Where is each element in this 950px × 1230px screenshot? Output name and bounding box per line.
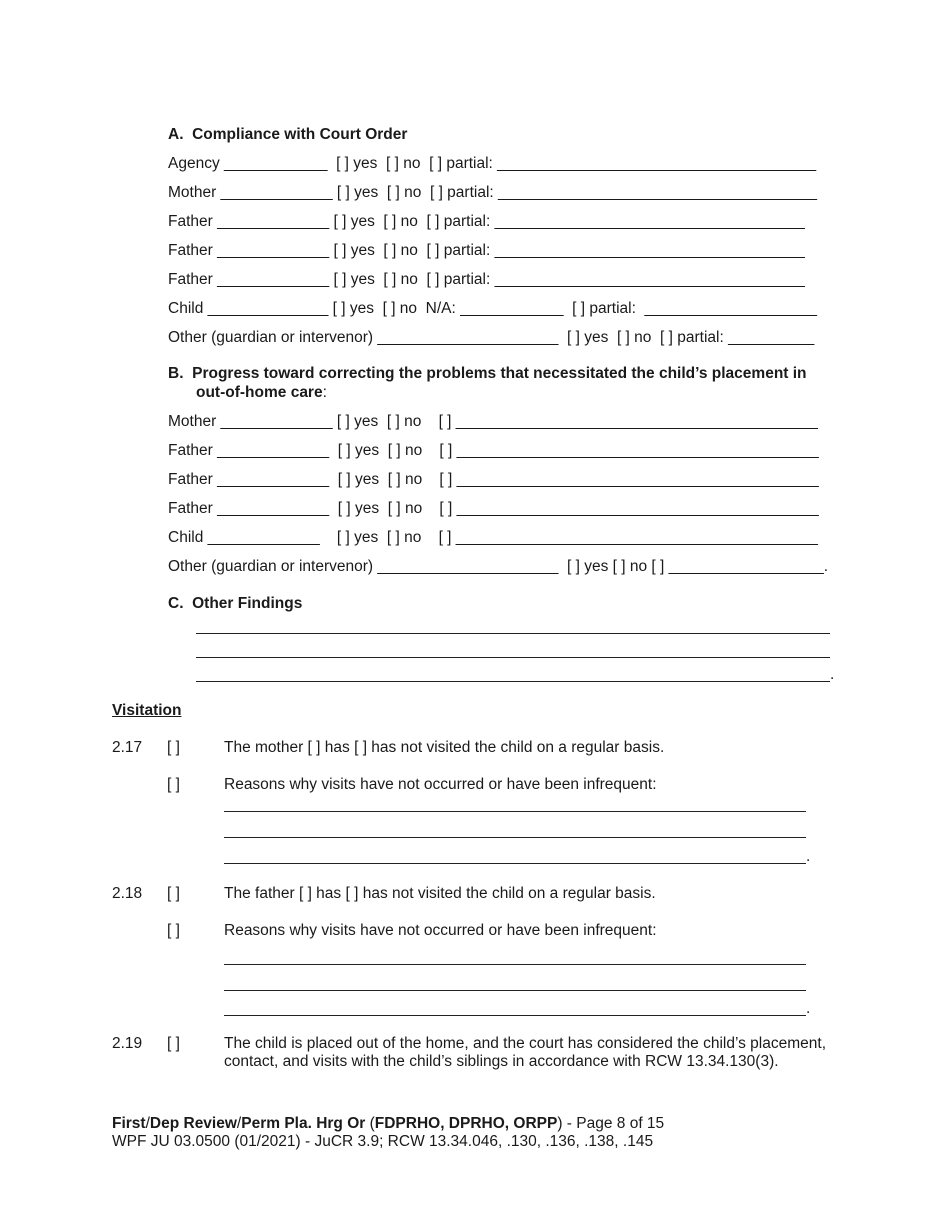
other-findings-line-2[interactable] <box>196 657 830 658</box>
item-2-19-checkbox[interactable]: [ ] <box>167 1035 180 1052</box>
compliance-row-agency: Agency ____________ [ ] yes [ ] no [ ] partial: _____________________________________ <box>168 155 817 172</box>
item-2-18-reasons-line-2[interactable] <box>224 990 806 991</box>
item-2-17-reasons-label: Reasons why visits have not occurred or have been infrequent: <box>224 776 657 793</box>
visitation-heading: Visitation <box>112 702 182 719</box>
item-2-17-reasons-line-2[interactable] <box>224 837 806 838</box>
progress-row-father-3: Father _____________ [ ] yes [ ] no [ ] __________________________________________ <box>168 500 819 517</box>
item-2-17-period: . <box>806 848 811 865</box>
footer-title-dep-review: Dep Review <box>149 1115 237 1132</box>
compliance-row-child: Child ______________ [ ] yes [ ] no N/A: ____________ [ ] partial: ____________________ <box>168 300 817 317</box>
other-findings-line-3[interactable] <box>196 681 830 682</box>
progress-row-other: Other (guardian or intervenor) _____________________ [ ] yes [ ] no [ ] __________________. <box>168 558 829 575</box>
item-2-17-checkbox[interactable]: [ ] <box>167 739 180 756</box>
progress-row-father-2: Father _____________ [ ] yes [ ] no [ ] __________________________________________ <box>168 471 819 488</box>
footer-title-codes: FDPRHO, DPRHO, ORPP <box>374 1115 558 1132</box>
item-2-19-text-line2: contact, and visits with the child’s siblings in accordance with RCW 13.34.130(3). <box>224 1053 779 1070</box>
footer-title-slash-2: / <box>236 1115 242 1132</box>
progress-row-child: Child _____________ [ ] yes [ ] no [ ] __________________________________________ <box>168 529 818 546</box>
item-2-17-number: 2.17 <box>112 739 143 756</box>
footer-title-perm: Perm Pla. Hrg Or <box>241 1115 366 1132</box>
footer-title <box>112 1115 664 1133</box>
compliance-row-father-2: Father _____________ [ ] yes [ ] no [ ] partial: ____________________________________ <box>168 242 805 259</box>
compliance-row-other: Other (guardian or intervenor) _____________________ [ ] yes [ ] no [ ] partial: __________ <box>168 329 815 346</box>
item-2-18-period: . <box>806 1000 811 1017</box>
item-2-18-reasons-checkbox[interactable]: [ ] <box>167 922 180 939</box>
item-2-18-number: 2.18 <box>112 885 143 902</box>
item-2-17-text: The mother [ ] has [ ] has not visited the child on a regular basis. <box>224 739 665 756</box>
item-2-17-reasons-line-1[interactable] <box>224 811 806 812</box>
footer-title-first: First <box>112 1115 146 1132</box>
footer-title-page: ) - Page 8 of 15 <box>557 1115 665 1132</box>
item-2-17-reasons-checkbox[interactable]: [ ] <box>167 776 180 793</box>
footer-title-paren-open: ( <box>365 1115 375 1132</box>
section-b-heading-colon: : <box>322 384 327 401</box>
item-2-18-reasons-label: Reasons why visits have not occurred or have been infrequent: <box>224 922 657 939</box>
item-2-18-reasons-line-3[interactable] <box>224 1015 806 1016</box>
section-b-heading-line2 <box>196 384 327 402</box>
compliance-row-mother: Mother _____________ [ ] yes [ ] no [ ] partial: _____________________________________ <box>168 184 817 201</box>
section-b-heading-bold: out-of-home care <box>196 384 323 401</box>
footer-citation: WPF JU 03.0500 (01/2021) - JuCR 3.9; RCW 13.34.046, .130, .136, .138, .145 <box>112 1133 654 1150</box>
compliance-row-father-3: Father _____________ [ ] yes [ ] no [ ] partial: ____________________________________ <box>168 271 805 288</box>
item-2-19-number: 2.19 <box>112 1035 143 1052</box>
section-c-heading: C. Other Findings <box>168 595 303 612</box>
progress-row-father-1: Father _____________ [ ] yes [ ] no [ ] __________________________________________ <box>168 442 819 459</box>
progress-row-mother: Mother _____________ [ ] yes [ ] no [ ] __________________________________________ <box>168 413 818 430</box>
item-2-18-text: The father [ ] has [ ] has not visited the child on a regular basis. <box>224 885 656 902</box>
item-2-17-reasons-line-3[interactable] <box>224 863 806 864</box>
footer-title-slash-1: / <box>145 1115 150 1132</box>
other-findings-line-1[interactable] <box>196 633 830 634</box>
other-findings-period: . <box>830 666 835 683</box>
item-2-18-checkbox[interactable]: [ ] <box>167 885 180 902</box>
section-b-heading-line1: B. Progress toward correcting the problems that necessitated the child’s placement in <box>168 365 807 382</box>
section-a-heading: A. Compliance with Court Order <box>168 126 408 143</box>
compliance-row-father-1: Father _____________ [ ] yes [ ] no [ ] partial: ____________________________________ <box>168 213 805 230</box>
item-2-18-reasons-line-1[interactable] <box>224 964 806 965</box>
item-2-19-text-line1: The child is placed out of the home, and the court has considered the child’s placement, <box>224 1035 826 1052</box>
